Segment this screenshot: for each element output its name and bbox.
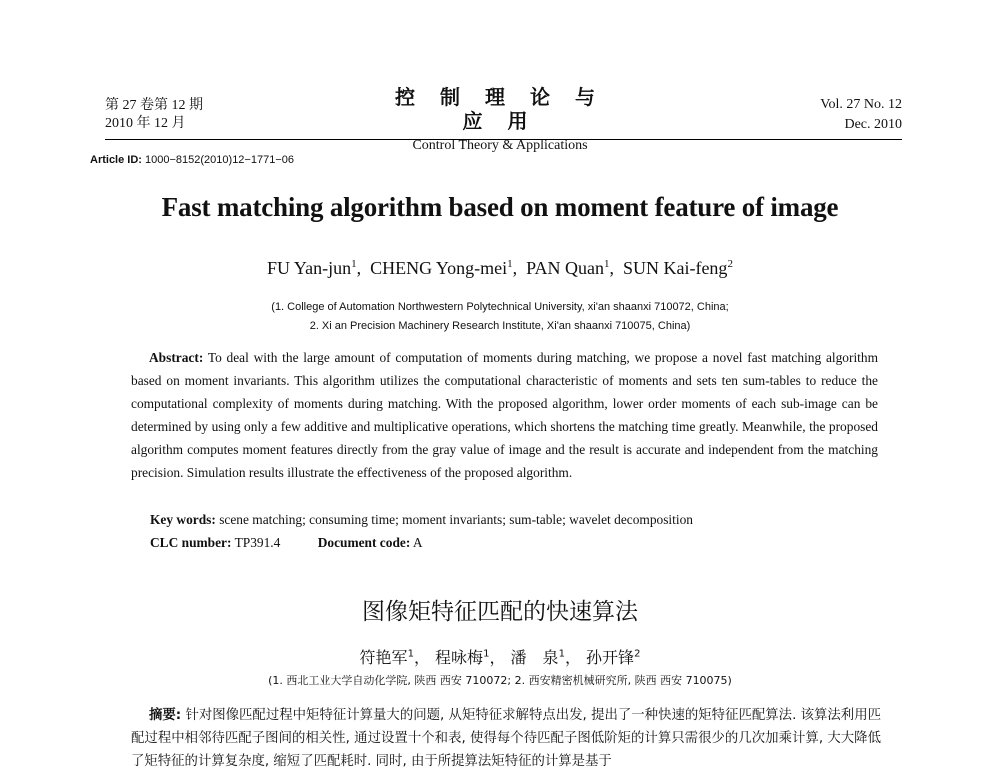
classification xyxy=(150,531,423,554)
volume-en: Vol. 27 No. 12 xyxy=(820,97,902,112)
journal-name-cn: 控 制 理 论 与 应 用 xyxy=(395,87,605,133)
article-id-value: 1000−8152(2010)12−1771−06 xyxy=(145,154,294,166)
paper-title-cn: 图像矩特征匹配的快速算法 xyxy=(362,599,638,625)
author-affil-mark: 1 xyxy=(507,258,513,270)
author-separator: ， xyxy=(564,648,581,667)
article-id xyxy=(90,154,294,166)
author-cn: 孙开锋 xyxy=(586,648,635,667)
author-separator: ， xyxy=(489,648,506,667)
abstract-label: Abstract: xyxy=(149,350,204,365)
doc-code-label: Document code: xyxy=(317,535,411,550)
journal-name-en: Control Theory & Applications xyxy=(412,138,588,153)
author-cn: 程咏梅 xyxy=(435,648,484,667)
author-affil-mark: 1 xyxy=(603,258,610,270)
article-id-label: Article ID: xyxy=(90,154,142,166)
author-affil-mark: 1 xyxy=(351,258,357,270)
author-cn: 符艳军 xyxy=(359,648,408,667)
author-list: FU Yan-jun$^1$, CHENG Yong-mei$^1$, PAN Quan$^1$, SUN Kai-feng$^2$ xyxy=(267,258,733,278)
affiliation-line: 2. Xi an Precision Machinery Research Institute, Xi'an shaanxi 710075, China) xyxy=(309,320,691,332)
author-cn: 潘 泉 xyxy=(510,648,559,667)
keywords-label: Key words: xyxy=(150,512,216,527)
abstract-cn-label: 摘要: xyxy=(149,708,182,723)
date-cn: 2010 年 12 月 xyxy=(105,116,186,131)
author-affil-mark: 1 xyxy=(483,648,490,660)
author: CHENG Yong-mei xyxy=(370,258,508,278)
author-affil-mark: 2 xyxy=(727,258,733,270)
author: PAN Quan xyxy=(526,258,604,278)
clc-value: TP391.4 xyxy=(234,535,281,550)
paper-title: Fast matching algorithm based on moment feature of image xyxy=(161,192,839,222)
affiliations xyxy=(0,298,1000,336)
doc-code-value: A xyxy=(412,535,423,550)
author-affil-mark: 2 xyxy=(634,648,641,660)
date-en: Dec. 2010 xyxy=(844,117,902,132)
affiliation-cn: (1. 西北工业大学自动化学院, 陕西 西安 710072; 2. 西安精密机械研究所, 陕西 西安 710075) xyxy=(268,674,732,687)
abstract-cn-text: 针对图像匹配过程中矩特征计算量大的问题, 从矩特征求解特点出发, 提出了一种快速的矩特征匹配算法. 该算法利用匹配过程中相邻待匹配子图间的相关性, 通过设置十个和表, 使得每个待匹配子图低阶矩的计算只需很少的几次加乘计算, 大大降低了矩特征的计算复杂度, 缩短了匹配耗时. 同时, 由于所提算法矩特征的计算是基于 xyxy=(131,708,881,769)
author: FU Yan-jun xyxy=(267,258,352,278)
clc-label: CLC number: xyxy=(150,535,232,550)
journal-name xyxy=(380,86,620,156)
author-list-cn xyxy=(0,645,1000,668)
volume-cn: 第 27 卷第 12 期 xyxy=(105,98,203,113)
keywords-text: scene matching; consuming time; moment invariants; sum-table; wavelet decomposition xyxy=(219,512,693,527)
abstract-cn xyxy=(131,704,881,773)
issue-info-en xyxy=(820,95,902,135)
author-separator: ， xyxy=(413,648,430,667)
abstract xyxy=(131,346,878,484)
keywords xyxy=(150,508,693,531)
author-affil-mark: 1 xyxy=(407,648,414,660)
abstract-text: To deal with the large amount of computation of moments during matching, we propose a novel fast matching algorithm based on moment invariants. This algorithm utilizes the computational characteristic of moments and sets ten sum-tables to reduce the computational complexity of moments during matching. With the proposed algorithm, lower order moments of each sub-image can be determined by using only a few additive and multiplicative operations, which shortens the matching time greatly. Meanwhile, the proposed algorithm computes moment features directly from the gray value of image and the result is accurate and independent from the matching precision. Simulation results illustrate the effectiveness of the proposed algorithm. xyxy=(131,350,879,480)
author: SUN Kai-feng xyxy=(622,258,728,278)
header-rule xyxy=(105,139,902,140)
issue-info-cn xyxy=(105,97,203,133)
affiliation-line: (1. College of Automation Northwestern Polytechnical University, xi'an shaanxi 710072, China; xyxy=(271,301,729,313)
author-affil-mark: 1 xyxy=(558,648,565,660)
